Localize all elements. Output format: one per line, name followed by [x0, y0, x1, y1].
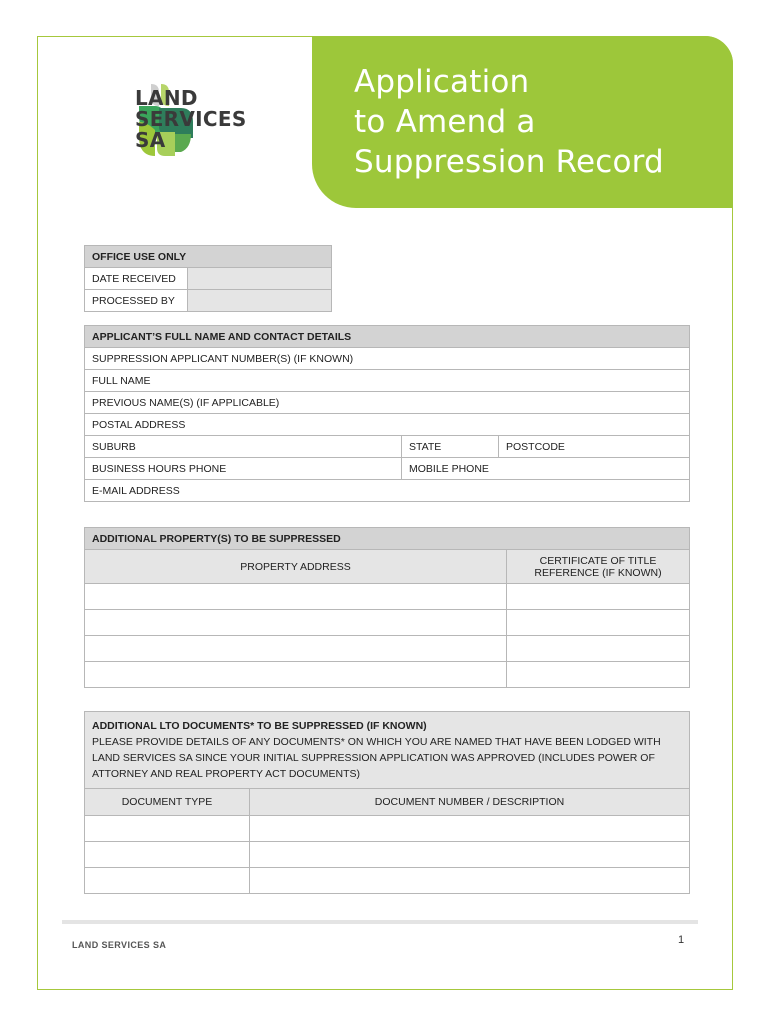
property-heading: ADDITIONAL PROPERTY(S) TO BE SUPPRESSED [85, 528, 690, 550]
document-number-header: DOCUMENT NUMBER / DESCRIPTION [250, 789, 690, 816]
full-name-field[interactable]: FULL NAME [85, 370, 690, 392]
applicant-details-table [84, 325, 690, 502]
document-number-cell[interactable] [250, 868, 690, 894]
certificate-reference-cell[interactable] [507, 636, 690, 662]
documents-instructions: PLEASE PROVIDE DETAILS OF ANY DOCUMENTS* ON WHICH YOU ARE NAMED THAT HAVE BEEN LODGED WITH LAND SERVICES SA SINCE YOUR INITIAL SUPPRESSION APPLICATION WAS APPROVED (INCLUDES POWER OF ATTORNEY AND REAL PROPERTY ACT DOCUMENTS) [92, 736, 661, 780]
title-line-3: Suppression Record [354, 144, 664, 180]
certificate-header-line-2: REFERENCE (IF KNOWN) [534, 566, 662, 579]
logo-wordmark [135, 88, 247, 151]
logo-line-1: LAND [135, 86, 198, 110]
previous-names-field[interactable]: PREVIOUS NAME(S) (IF APPLICABLE) [85, 392, 690, 414]
property-address-cell[interactable] [85, 636, 507, 662]
document-number-cell[interactable] [250, 816, 690, 842]
page-number: 1 [678, 934, 685, 946]
suburb-field[interactable]: SUBURB [85, 436, 402, 458]
office-use-heading: OFFICE USE ONLY [85, 246, 332, 268]
certificate-reference-header [507, 550, 690, 584]
email-field[interactable]: E-MAIL ADDRESS [85, 480, 690, 502]
document-type-cell[interactable] [85, 842, 250, 868]
logo-line-3: SA [135, 128, 166, 152]
business-phone-field[interactable]: BUSINESS HOURS PHONE [85, 458, 402, 480]
certificate-reference-cell[interactable] [507, 610, 690, 636]
date-received-field[interactable] [188, 268, 332, 290]
office-use-table [84, 245, 332, 312]
logo-line-2: SERVICES [135, 107, 247, 131]
applicant-heading: APPLICANT’S FULL NAME AND CONTACT DETAILS [85, 326, 690, 348]
certificate-reference-cell[interactable] [507, 584, 690, 610]
footer-divider [62, 920, 698, 924]
property-address-cell[interactable] [85, 610, 507, 636]
title-line-2: to Amend a [354, 104, 536, 140]
postal-address-field[interactable]: POSTAL ADDRESS [85, 414, 690, 436]
property-address-cell[interactable] [85, 584, 507, 610]
mobile-phone-field[interactable]: MOBILE PHONE [402, 458, 690, 480]
property-table [84, 527, 690, 688]
title-banner [312, 36, 733, 208]
state-field[interactable]: STATE [402, 436, 499, 458]
processed-by-label: PROCESSED BY [85, 290, 188, 312]
certificate-reference-cell[interactable] [507, 662, 690, 688]
certificate-header-line-1: CERTIFICATE OF TITLE [539, 554, 657, 567]
documents-table [84, 711, 690, 894]
document-number-cell[interactable] [250, 842, 690, 868]
document-type-cell[interactable] [85, 868, 250, 894]
processed-by-field[interactable] [188, 290, 332, 312]
footer-brand: LAND SERVICES SA [72, 940, 167, 950]
postcode-field[interactable]: POSTCODE [499, 436, 690, 458]
title-line-1: Application [354, 64, 530, 100]
date-received-label: DATE RECEIVED [85, 268, 188, 290]
property-address-cell[interactable] [85, 662, 507, 688]
documents-heading-block [85, 712, 690, 789]
property-address-header: PROPERTY ADDRESS [85, 550, 507, 584]
documents-heading: ADDITIONAL LTO DOCUMENTS* TO BE SUPPRESSED (IF KNOWN) [92, 720, 427, 732]
document-type-header: DOCUMENT TYPE [85, 789, 250, 816]
document-type-cell[interactable] [85, 816, 250, 842]
suppression-number-field[interactable]: SUPPRESSION APPLICANT NUMBER(S) (IF KNOWN) [85, 348, 690, 370]
document-title [354, 62, 664, 182]
